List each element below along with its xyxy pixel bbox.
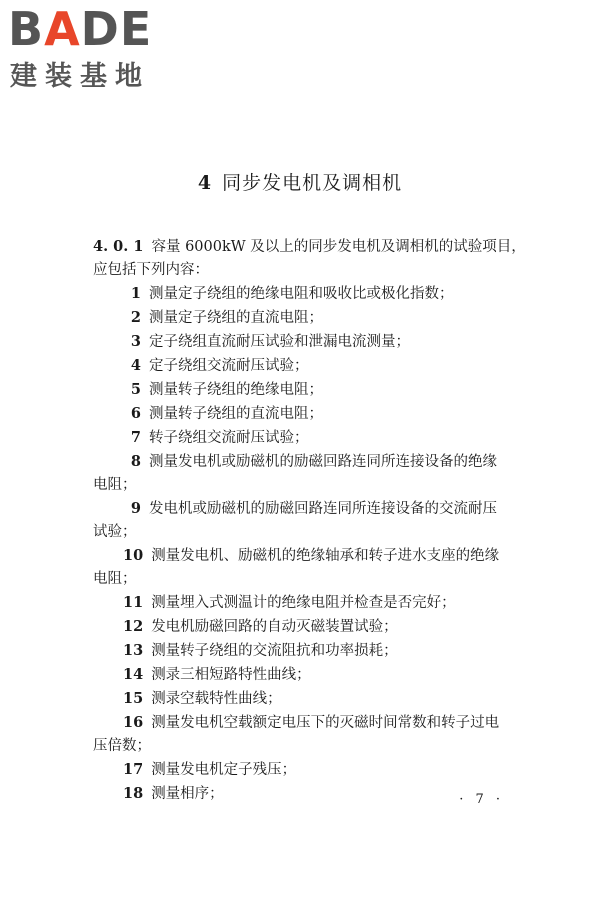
list-item-number: 13 bbox=[123, 642, 144, 659]
list-item-number: 6 bbox=[130, 405, 141, 422]
list-item-number: 3 bbox=[130, 333, 141, 350]
list-item-number: 2 bbox=[130, 309, 141, 326]
list-item-number: 12 bbox=[123, 618, 144, 635]
list-item-number: 15 bbox=[123, 690, 144, 707]
logo-letter-a-accent: A bbox=[44, 2, 81, 56]
list-item-number: 8 bbox=[130, 453, 141, 470]
list-item bbox=[93, 282, 523, 306]
clause-text-line2: 应包括下列内容： bbox=[93, 262, 209, 278]
list-item-number: 10 bbox=[123, 547, 144, 564]
chapter-title-text: 同步发电机及调相机 bbox=[222, 172, 403, 194]
list-item-number: 14 bbox=[123, 666, 144, 683]
logo-subtitle: 建装基地 bbox=[10, 61, 150, 92]
list-item-number: 7 bbox=[130, 429, 141, 446]
list-item bbox=[93, 497, 523, 521]
list-item-text: 测量发电机、励磁机的绝缘轴承和转子进水支座的绝缘 bbox=[151, 548, 500, 564]
list-item-text: 测量发电机空载额定电压下的灭磁时间常数和转子过电 bbox=[151, 715, 500, 731]
list-item-text: 发电机励磁回路的自动灭磁装置试验； bbox=[151, 619, 398, 635]
list-item-text: 测量转子绕组的绝缘电阻； bbox=[149, 382, 323, 398]
list-item-text: 测量转子绕组的直流电阻； bbox=[149, 406, 323, 422]
list-item bbox=[93, 758, 523, 782]
logo-wordmark bbox=[8, 4, 152, 54]
list-item-number: 11 bbox=[123, 594, 144, 611]
list-item-number: 16 bbox=[123, 714, 144, 731]
list-item-text: 测量埋入式测温计的绝缘电阻并检查是否完好； bbox=[151, 595, 456, 611]
list-item-continuation: 压倍数； bbox=[93, 738, 151, 754]
list-item-number: 1 bbox=[130, 285, 141, 302]
items-list bbox=[93, 282, 523, 806]
list-item-number: 18 bbox=[123, 785, 144, 802]
list-item-text: 测量定子绕组的直流电阻； bbox=[149, 310, 323, 326]
list-item-text: 测量发电机定子残压； bbox=[151, 762, 297, 778]
list-item bbox=[93, 378, 523, 402]
publisher-logo bbox=[8, 4, 178, 94]
list-item bbox=[93, 306, 523, 330]
list-item-continuation: 电阻； bbox=[93, 571, 137, 587]
list-item-number: 4 bbox=[130, 357, 141, 374]
list-item-text: 定子绕组交流耐压试验； bbox=[149, 358, 309, 374]
list-item-text: 测量发电机或励磁机的励磁回路连同所连接设备的绝缘 bbox=[149, 454, 497, 470]
list-item-text: 定子绕组直流耐压试验和泄漏电流测量； bbox=[149, 334, 410, 350]
list-item bbox=[93, 663, 523, 687]
list-item bbox=[93, 544, 523, 568]
clause-text-line1: 容量 6000kW 及以上的同步发电机及调相机的试验项目， bbox=[151, 239, 526, 255]
list-item-continuation: 试验； bbox=[93, 524, 137, 540]
logo-letters-de: DE bbox=[80, 2, 153, 56]
list-item-continuation: 电阻； bbox=[93, 477, 137, 493]
list-item-text: 转子绕组交流耐压试验； bbox=[149, 430, 309, 446]
list-item bbox=[93, 687, 523, 711]
list-item bbox=[93, 639, 523, 663]
list-item-text: 测量转子绕组的交流阻抗和功率损耗； bbox=[151, 643, 398, 659]
list-item-text: 测录三相短路特性曲线； bbox=[151, 667, 311, 683]
list-item-text: 发电机或励磁机的励磁回路连同所连接设备的交流耐压 bbox=[149, 501, 497, 517]
list-item-number: 17 bbox=[123, 761, 144, 778]
list-item-number: 9 bbox=[130, 500, 141, 517]
chapter-number: 4 bbox=[197, 172, 213, 194]
list-item bbox=[93, 450, 523, 474]
list-item-number: 5 bbox=[130, 381, 141, 398]
clause-first-line bbox=[93, 235, 526, 259]
list-item bbox=[93, 330, 523, 354]
page-number: · 7 · bbox=[459, 792, 504, 807]
list-item bbox=[93, 711, 523, 735]
clause-number: 4. 0. 1 bbox=[93, 238, 144, 255]
list-item-text: 测量相序； bbox=[151, 786, 224, 802]
clause-content bbox=[93, 235, 526, 806]
chapter-title bbox=[0, 170, 600, 196]
logo-letter-b: B bbox=[8, 2, 45, 56]
list-item-text: 测录空载特性曲线； bbox=[151, 691, 282, 707]
list-item bbox=[93, 426, 523, 450]
list-item bbox=[93, 591, 523, 615]
list-item-text: 测量定子绕组的绝缘电阻和吸收比或极化指数； bbox=[149, 286, 454, 302]
list-item bbox=[93, 615, 523, 639]
list-item bbox=[93, 354, 523, 378]
list-item bbox=[93, 402, 523, 426]
